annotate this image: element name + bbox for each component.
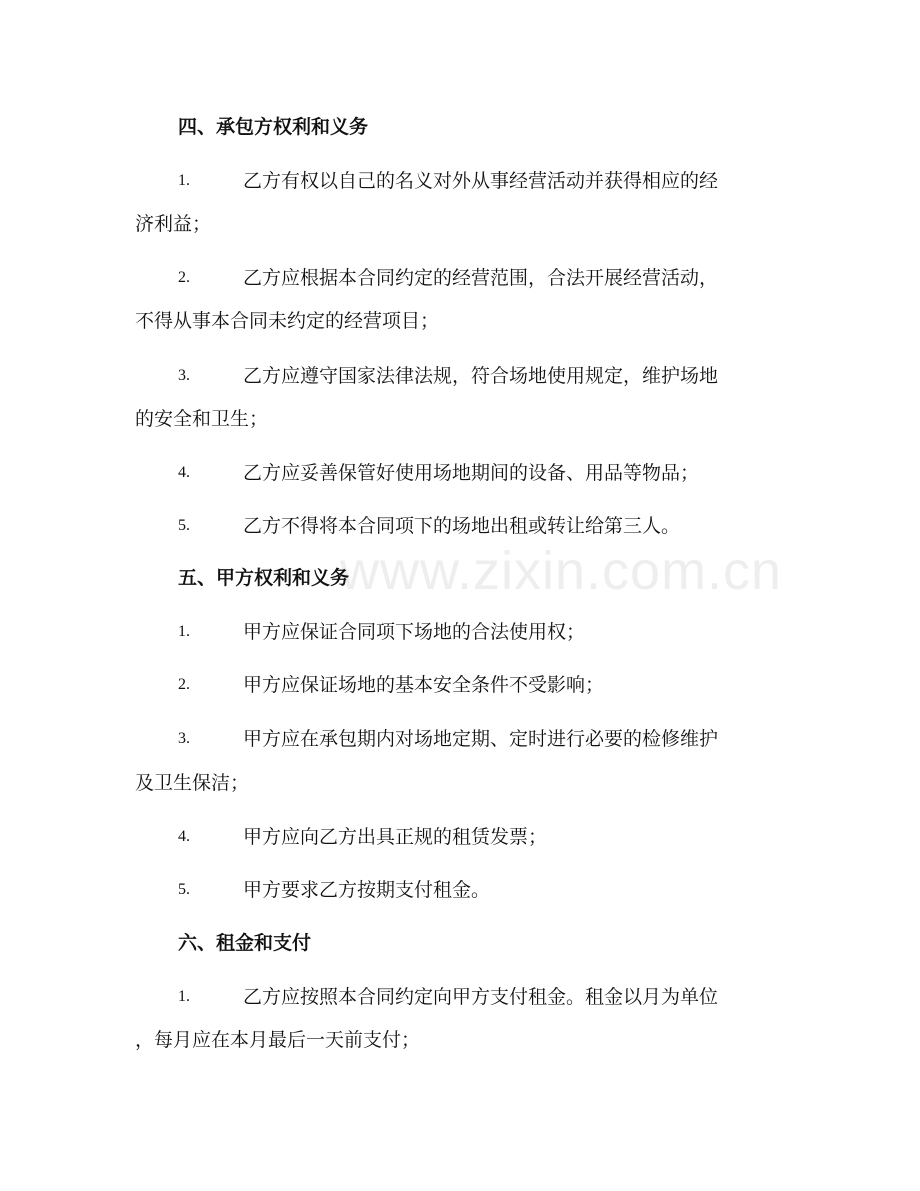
item-text-continued: ，每月应在本月最后一天前支付； bbox=[135, 1029, 421, 1051]
item-number: 2. bbox=[178, 676, 190, 693]
item-text: 甲方应向乙方出具正规的租赁发票； bbox=[243, 826, 548, 848]
item-number: 5. bbox=[178, 881, 190, 898]
item-number: 4. bbox=[178, 828, 190, 845]
item-number: 2. bbox=[178, 269, 190, 286]
item-number: 4. bbox=[178, 464, 190, 481]
section-heading-6: 六、租金和支付 bbox=[178, 932, 312, 954]
item-text-continued: 及卫生保洁； bbox=[135, 772, 250, 794]
item-text: 甲方应在承包期内对场地定期、定时进行必要的检修维护 bbox=[243, 728, 719, 750]
item-text: 乙方应妥善保管好使用场地期间的设备、用品等物品； bbox=[243, 462, 700, 484]
item-number: 1. bbox=[178, 172, 190, 189]
item-text: 乙方有权以自己的名义对外从事经营活动并获得相应的经 bbox=[243, 170, 719, 192]
watermark: www.zixin.com.cn bbox=[340, 541, 783, 601]
item-text: 甲方要求乙方按期支付租金。 bbox=[243, 879, 491, 901]
item-number: 3. bbox=[178, 367, 190, 384]
item-number: 5. bbox=[178, 517, 190, 534]
item-text: 甲方应保证场地的基本安全条件不受影响； bbox=[243, 674, 605, 696]
item-text: 乙方应按照本合同约定向甲方支付租金。租金以月为单位 bbox=[243, 986, 719, 1008]
item-number: 3. bbox=[178, 730, 190, 747]
item-text-continued: 不得从事本合同未约定的经营项目； bbox=[135, 310, 440, 332]
item-text: 乙方应遵守国家法律法规，符合场地使用规定，维护场地 bbox=[243, 365, 719, 387]
section-heading-4: 四、承包方权利和义务 bbox=[178, 116, 369, 138]
item-number: 1. bbox=[178, 988, 190, 1005]
item-text: 乙方应根据本合同约定的经营范围，合法开展经营活动， bbox=[243, 267, 719, 289]
item-text: 乙方不得将本合同项下的场地出租或转让给第三人。 bbox=[243, 515, 681, 537]
item-text-continued: 济利益； bbox=[135, 213, 212, 235]
item-text-continued: 的安全和卫生； bbox=[135, 408, 269, 430]
item-text: 甲方应保证合同项下场地的合法使用权； bbox=[243, 621, 586, 643]
item-number: 1. bbox=[178, 623, 190, 640]
section-heading-5: 五、甲方权利和义务 bbox=[178, 567, 350, 589]
